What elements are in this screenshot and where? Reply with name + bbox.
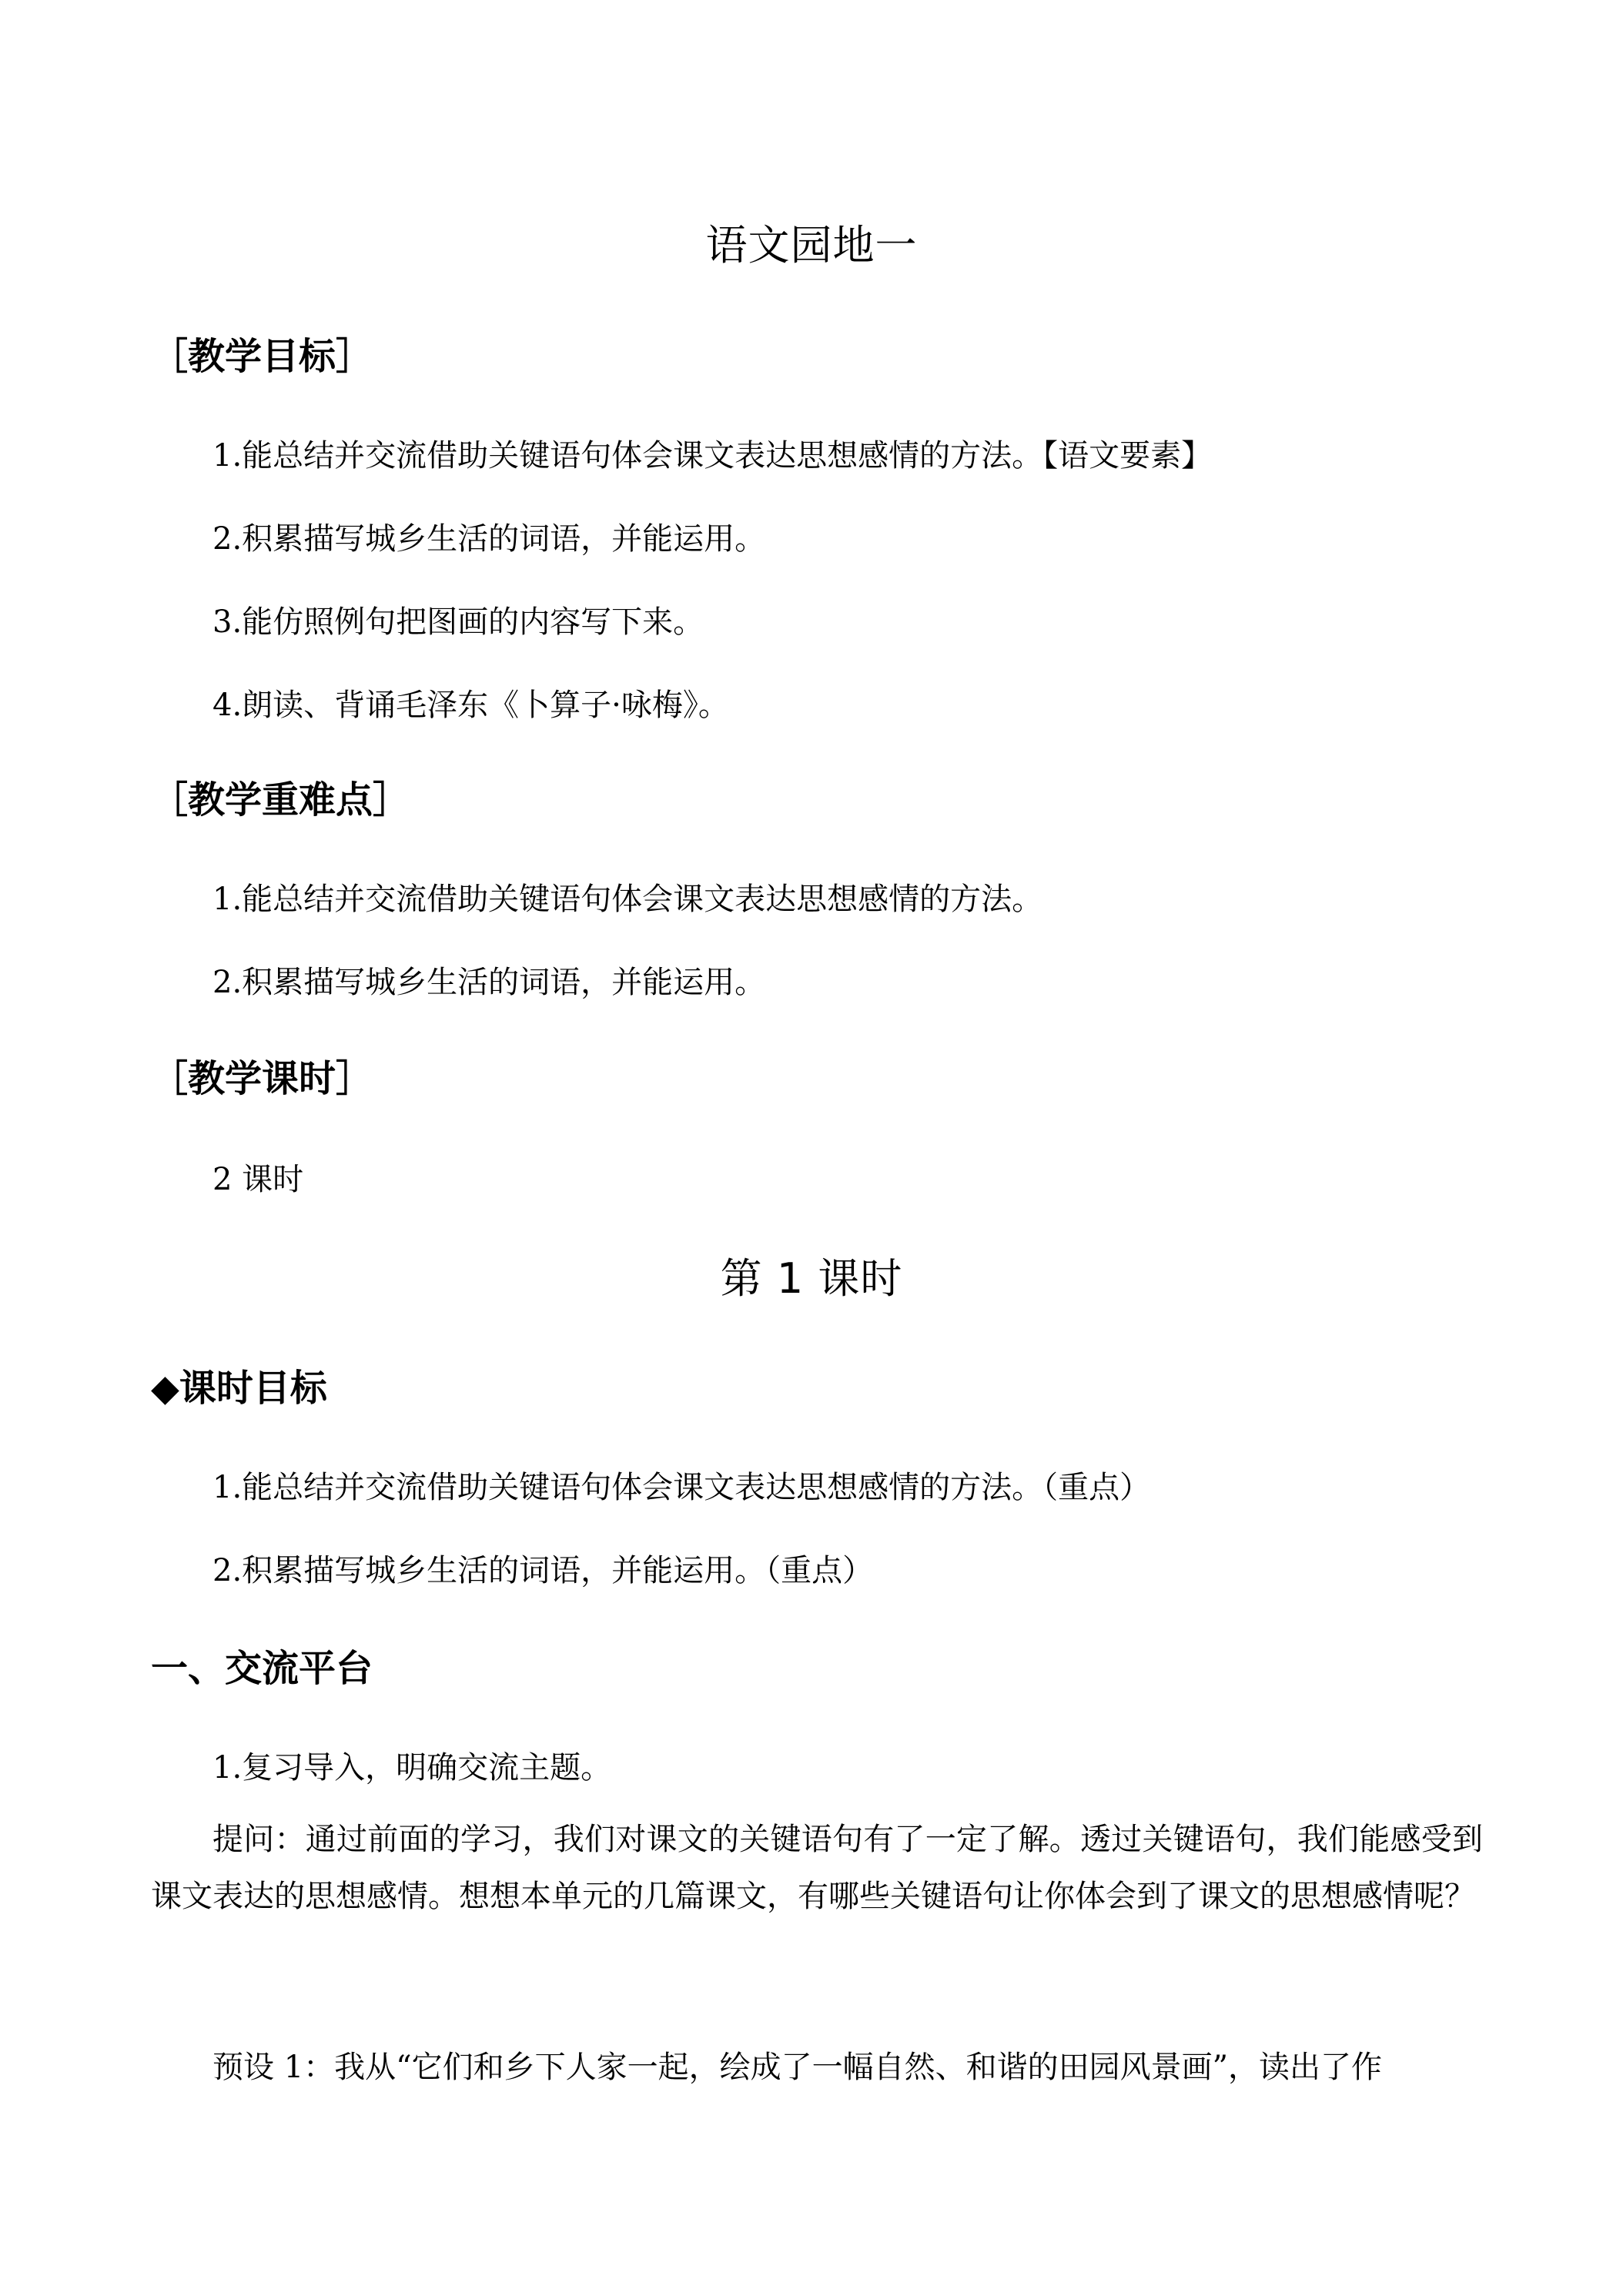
lesson-1-title: 第 1 课时 xyxy=(720,1254,903,1303)
goal-item-4: 4.朗读、背诵毛泽东《卜算子·咏梅》。 xyxy=(212,688,729,723)
goal-item-3: 3.能仿照例句把图画的内容写下来。 xyxy=(212,604,704,640)
goal-item-1: 1.能总结并交流借助关键语句体会课文表达思想感情的方法。【语文要素】 xyxy=(212,438,1213,474)
question-paragraph: 提问：通过前面的学习，我们对课文的关键语句有了一定了解。透过关键语句，我们能感受到课文表达的思想感情。想想本单元的几篇课文，有哪些关键语句让你体会到了课文的思想感情呢？ xyxy=(151,1822,1483,1914)
preset-1-paragraph: 预设 1：我从“它们和乡下人家一起，绘成了一幅自然、和谐的田园风景画”，读出了作 xyxy=(212,2050,1383,2085)
section-heading-teaching-goals: ［教学目标］ xyxy=(151,335,373,378)
goal-item-2: 2.积累描写城乡生活的词语，并能运用。 xyxy=(212,521,766,557)
step-1-text: 1.复习导入，明确交流主题。 xyxy=(212,1750,612,1786)
document-title: 语文园地一 xyxy=(705,221,918,269)
key-point-item-2: 2.积累描写城乡生活的词语，并能运用。 xyxy=(212,965,766,1000)
part-1-heading: 一、交流平台 xyxy=(151,1647,373,1690)
lesson-goal-item-1: 1.能总结并交流借助关键语句体会课文表达思想感情的方法。（重点） xyxy=(212,1470,1151,1505)
section-heading-class-hours: ［教学课时］ xyxy=(151,1057,373,1100)
class-hours-value: 2 课时 xyxy=(212,1162,304,1197)
key-point-item-1: 1.能总结并交流借助关键语句体会课文表达思想感情的方法。 xyxy=(212,882,1043,917)
section-heading-key-points: ［教学重难点］ xyxy=(151,778,410,822)
lesson-goal-item-2: 2.积累描写城乡生活的词语，并能运用。（重点） xyxy=(212,1553,874,1588)
lesson-goals-heading: ◆课时目标 xyxy=(151,1367,327,1410)
